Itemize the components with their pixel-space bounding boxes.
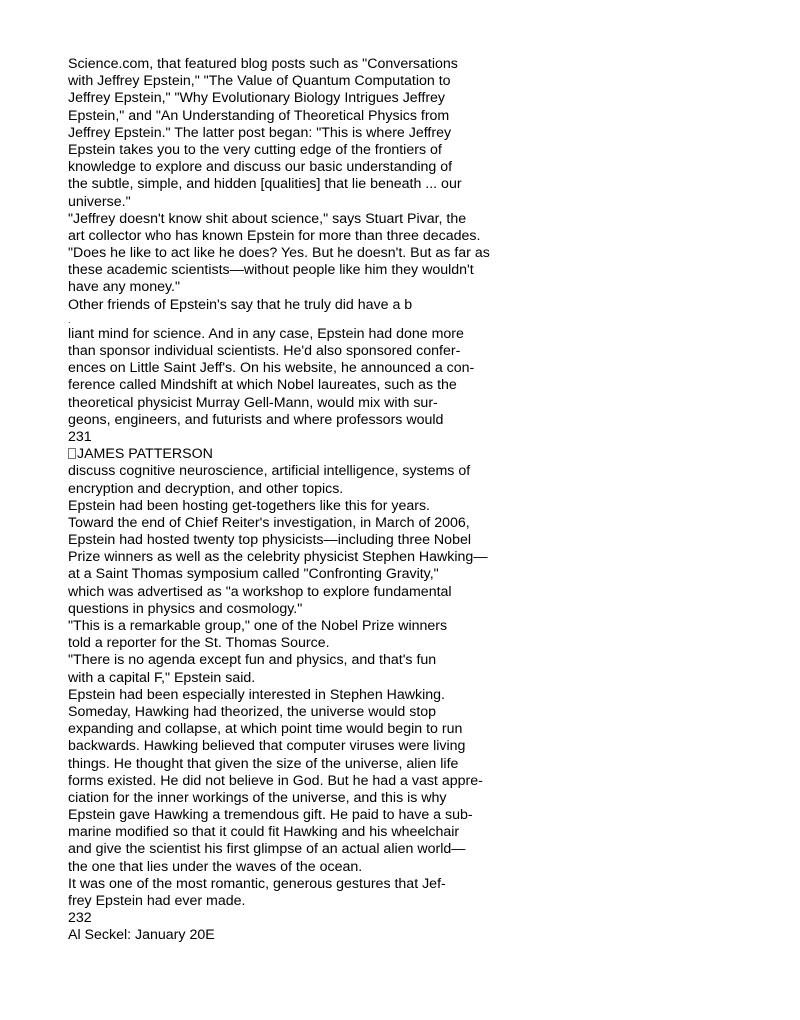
text-line: ference called Mindshift at which Nobel laureates, such as the	[68, 377, 457, 394]
text-line: with a capital F," Epstein said.	[68, 669, 256, 686]
text-line: It was one of the most romantic, generous gestures that Jef-	[68, 875, 446, 892]
text-line: art collector who has known Epstein for more than three decades.	[68, 227, 481, 244]
text-line: "This is a remarkable group," one of the Nobel Prize winners	[68, 618, 448, 634]
text-line: theoretical physicist Murray Gell-Mann, would mix with sur-	[68, 394, 438, 411]
text-line: Epstein gave Hawking a tremendous gift. He paid to have a sub-	[68, 807, 473, 824]
text-line: Epstein had hosted twenty top physicists—including three Nobel	[68, 532, 471, 549]
text-line: Science.com, that featured blog posts such as "Conversations	[68, 56, 458, 72]
text-line: backwards. Hawking believed that computer viruses were living	[68, 738, 466, 755]
text-line: Jeffrey Epstein." The latter post began: "This is where Jeffrey	[68, 124, 452, 141]
text-line: forms existed. He did not believe in God. But he had a vast appre-	[68, 772, 483, 789]
missing-glyph-icon	[68, 448, 76, 459]
text-line: Prize winners as well as the celebrity physicist Stephen Hawking—	[68, 549, 488, 566]
text-line: Epstein had been especially interested in Stephen Hawking.	[68, 686, 446, 703]
text-line: "Jeffrey doesn't know shit about science," says Stuart Pivar, the	[68, 210, 467, 227]
text-line: and give the scientist his first glimpse of an actual alien world—	[68, 841, 466, 858]
footer-text: Al Seckel: January 20E	[68, 927, 215, 944]
text-line: Toward the end of Chief Reiter's investigation, in March of 2006,	[68, 514, 470, 531]
text-line: with Jeffrey Epstein," "The Value of Quantum Computation to	[68, 73, 451, 90]
document-page	[68, 56, 538, 945]
text-line: Jeffrey Epstein," "Why Evolutionary Biology Intrigues Jeffrey	[68, 90, 446, 107]
text-line: marine modified so that it could fit Hawking and his wheelchair	[68, 824, 460, 841]
text-line: frey Epstein had ever made.	[68, 893, 246, 909]
text-line: ciation for the inner workings of the universe, and this is why	[68, 789, 447, 806]
text-line: Someday, Hawking had theorized, the universe would stop	[68, 703, 437, 720]
text-line: these academic scientists—without people like him they wouldn't	[68, 262, 474, 279]
text-line: the subtle, simple, and hidden [qualities] that lie beneath ... our	[68, 176, 462, 193]
text-line: knowledge to explore and discuss our basic understanding of	[68, 159, 453, 176]
text-line: Epstein takes you to the very cutting edge of the frontiers of	[68, 141, 442, 158]
text-line: Other friends of Epstein's say that he truly did have a b	[68, 296, 413, 313]
text-line: than sponsor individual scientists. He'd also sponsored confer-	[68, 343, 461, 359]
text-line: liant mind for science. And in any case, Epstein had done more	[68, 325, 464, 342]
text-line: told a reporter for the St. Thomas Source.	[68, 635, 330, 652]
text-line: Epstein," and "An Understanding of Theoretical Physics from	[68, 107, 450, 124]
text-line: have any money."	[68, 279, 181, 296]
text-line: which was advertised as "a workshop to explore fundamental	[68, 583, 452, 600]
text-line: ences on Little Saint Jeff's. On his website, he announced a con-	[68, 360, 475, 377]
text-line: expanding and collapse, at which point time would begin to run	[68, 721, 463, 738]
text-line: at a Saint Thomas symposium called "Confronting Gravity,"	[68, 566, 439, 583]
page-number: 232	[68, 910, 92, 927]
text-line: universe."	[68, 193, 131, 210]
text-line: "Does he like to act like he does? Yes. But he doesn't. But as far as	[68, 245, 490, 262]
text-line: discuss cognitive neuroscience, artificial intelligence, systems of	[68, 463, 471, 480]
text-line: "There is no agenda except fun and physics, and that's fun	[68, 652, 437, 669]
text-line: things. He thought that given the size of the universe, alien life	[68, 755, 459, 772]
running-header	[68, 446, 538, 463]
text-line: the one that lies under the waves of the ocean.	[68, 858, 363, 875]
text-line: Epstein had been hosting get-togethers like this for years.	[68, 497, 430, 514]
running-header-text: JAMES PATTERSON	[77, 446, 213, 463]
page-number: 231	[68, 428, 92, 445]
stray-period: .	[68, 314, 71, 325]
text-line: encryption and decryption, and other topics.	[68, 480, 344, 497]
text-line: geons, engineers, and futurists and where professors would	[68, 411, 444, 428]
text-line: questions in physics and cosmology."	[68, 600, 303, 617]
